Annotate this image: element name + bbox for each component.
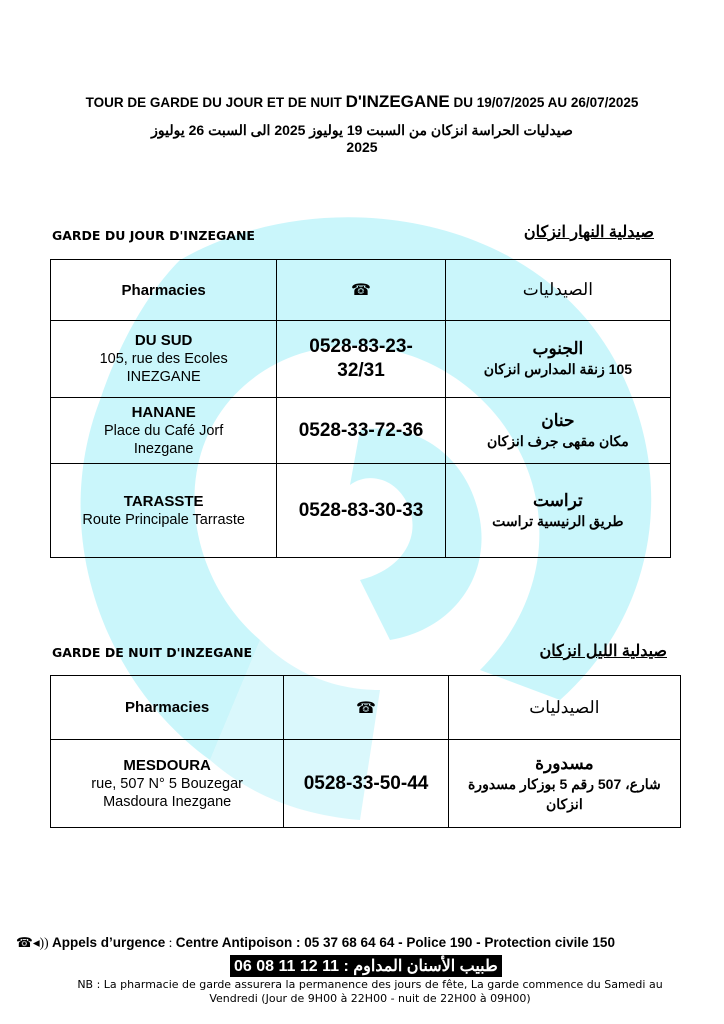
night-section-title-ar: صيدلية الليل انزكان	[539, 643, 667, 660]
pharmacy-ar: تراست طريق الرنيسية تراست	[445, 464, 670, 558]
telephone-icon: ☎	[277, 260, 445, 321]
telephone-icon: ☎	[284, 676, 448, 740]
day-section-title-fr: GARDE DU JOUR D'INZEGANE	[52, 228, 255, 243]
day-section-title-ar: صيدلية النهار انزكان	[523, 224, 654, 241]
table-header-row	[51, 676, 681, 740]
table-header-row	[51, 260, 671, 321]
table-row	[51, 740, 681, 828]
footer-note: NB : La pharmacie de garde assurera la permanence des jours de fête, La garde commence du Samedi au Vendredi (Jour de 9H00 à 22H00 - nuit de 22H00 à 09H00)	[77, 978, 663, 1005]
document-title-ar: صيدليات الحراسة انزكان من السبت 19 يوليوز 2025 الى السبت 26 يوليوز 2025	[151, 122, 573, 155]
pharmacy-fr: DU SUD 105, rue des Ecoles INEZGANE	[51, 321, 277, 398]
pharmacy-phone: 0528-83-30-33	[277, 464, 445, 558]
pharmacy-ar: حنان مكان مقهى جرف انزكان	[445, 398, 670, 464]
pharmacy-phone: 0528-33-72-36	[277, 398, 445, 464]
table-row	[51, 398, 671, 464]
phone-speaker-icon: ☎◂))	[16, 935, 49, 950]
document-title-fr: TOUR DE GARDE DU JOUR ET DE NUIT D'INZEGANE DU 19/07/2025 AU 26/07/2025	[85, 92, 639, 111]
pharmacy-fr: HANANE Place du Café Jorf Inezgane	[51, 398, 277, 464]
pharmacy-ar: الجنوب 105 زنقة المدارس انزكان	[445, 321, 670, 398]
header-pharmacies: Pharmacies	[51, 260, 277, 321]
pharmacy-ar: مسدورة شارع، 507 رقم 5 بوزكار مسدورة انزكان	[448, 740, 680, 828]
table-row	[51, 464, 671, 558]
header-pharmacies-ar: الصيدليات	[448, 676, 680, 740]
header-pharmacies-ar: الصيدليات	[445, 260, 670, 321]
pharmacy-phone: 0528-83-23- 32/31	[277, 321, 445, 398]
day-pharmacies-table	[50, 259, 671, 558]
pharmacy-fr: MESDOURA rue, 507 N° 5 Bouzegar Masdoura Inezgane	[51, 740, 284, 828]
table-row	[51, 321, 671, 398]
header-pharmacies: Pharmacies	[51, 676, 284, 740]
on-call-dentist-banner: طبيب الأسنان المداوم : 11 12 11 08 06	[230, 955, 502, 977]
night-section-title-fr: GARDE DE NUIT D'INZEGANE	[52, 645, 253, 660]
pharmacy-fr: TARASSTE Route Principale Tarraste	[51, 464, 277, 558]
emergency-calls-line: ☎◂)) Appels d’urgence : Centre Antipoison : 05 37 68 64 64 - Police 190 - Protection civile 150	[16, 935, 615, 950]
pharmacy-phone: 0528-33-50-44	[284, 740, 448, 828]
night-pharmacies-table	[50, 675, 681, 828]
